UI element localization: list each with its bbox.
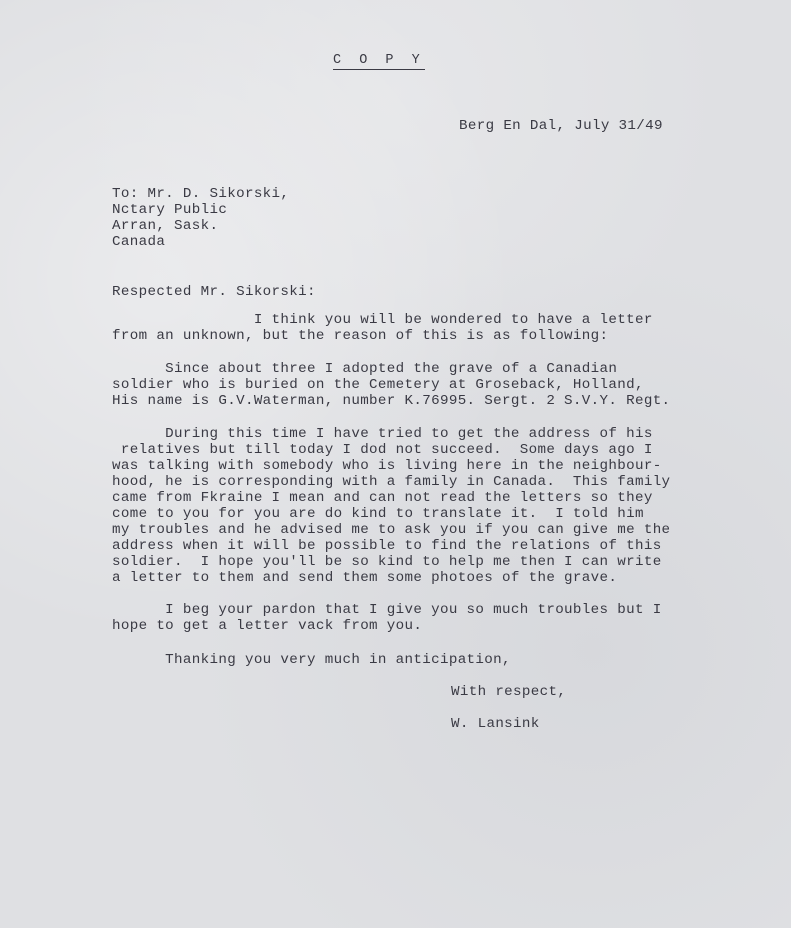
text-line: soldier who is buried on the Cemetery at Groseback, Holland, [112, 377, 644, 393]
signature: W. Lansink [451, 716, 540, 732]
text-line: During this time I have tried to get the address of his [112, 426, 653, 442]
address-line: Canada [112, 234, 166, 250]
paragraph-thanks [112, 652, 511, 668]
salutation: Respected Mr. Sikorski: [112, 284, 316, 300]
text-line: Thanking you very much in anticipation, [112, 652, 511, 668]
text-line: came from Fkraine I mean and can not read the letters so they [112, 490, 653, 506]
address-line: To: Mr. D. Sikorski, [112, 186, 290, 202]
text-line: Since about three I adopted the grave of a Canadian [112, 361, 618, 377]
text-line: from an unknown, but the reason of this is as following: [112, 328, 609, 344]
place-date: Berg En Dal, July 31/49 [459, 118, 663, 134]
copy-heading: C O P Y [333, 53, 425, 68]
paragraph-apology [112, 602, 662, 634]
closing: With respect, [451, 684, 567, 700]
recipient-address [112, 186, 289, 250]
text-line: I beg your pardon that I give you so much troubles but I [112, 602, 662, 618]
text-line: I think you will be wondered to have a letter [112, 312, 653, 328]
text-line: hope to get a letter vack from you. [112, 618, 423, 634]
text-line: was talking with somebody who is living here in the neighbour- [112, 458, 662, 474]
text-line: my troubles and he advised me to ask you if you can give me the [112, 522, 671, 538]
paragraph-request [112, 426, 670, 586]
address-line: Nctary Public [112, 202, 228, 218]
address-line: Arran, Sask. [112, 218, 219, 234]
paragraph-intro [112, 312, 653, 344]
text-line: address when it will be possible to find the relations of this [112, 538, 662, 554]
text-line: relatives but till today I dod not succeed. Some days ago I [112, 442, 653, 458]
text-line: His name is G.V.Waterman, number K.76995. Sergt. 2 S.V.Y. Regt. [112, 393, 671, 409]
text-line: a letter to them and send them some photoes of the grave. [112, 570, 618, 586]
paragraph-grave [112, 361, 670, 409]
text-line: hood, he is corresponding with a family in Canada. This family [112, 474, 671, 490]
text-line: soldier. I hope you'll be so kind to help me then I can write [112, 554, 662, 570]
text-line: come to you for you are do kind to translate it. I told him [112, 506, 644, 522]
